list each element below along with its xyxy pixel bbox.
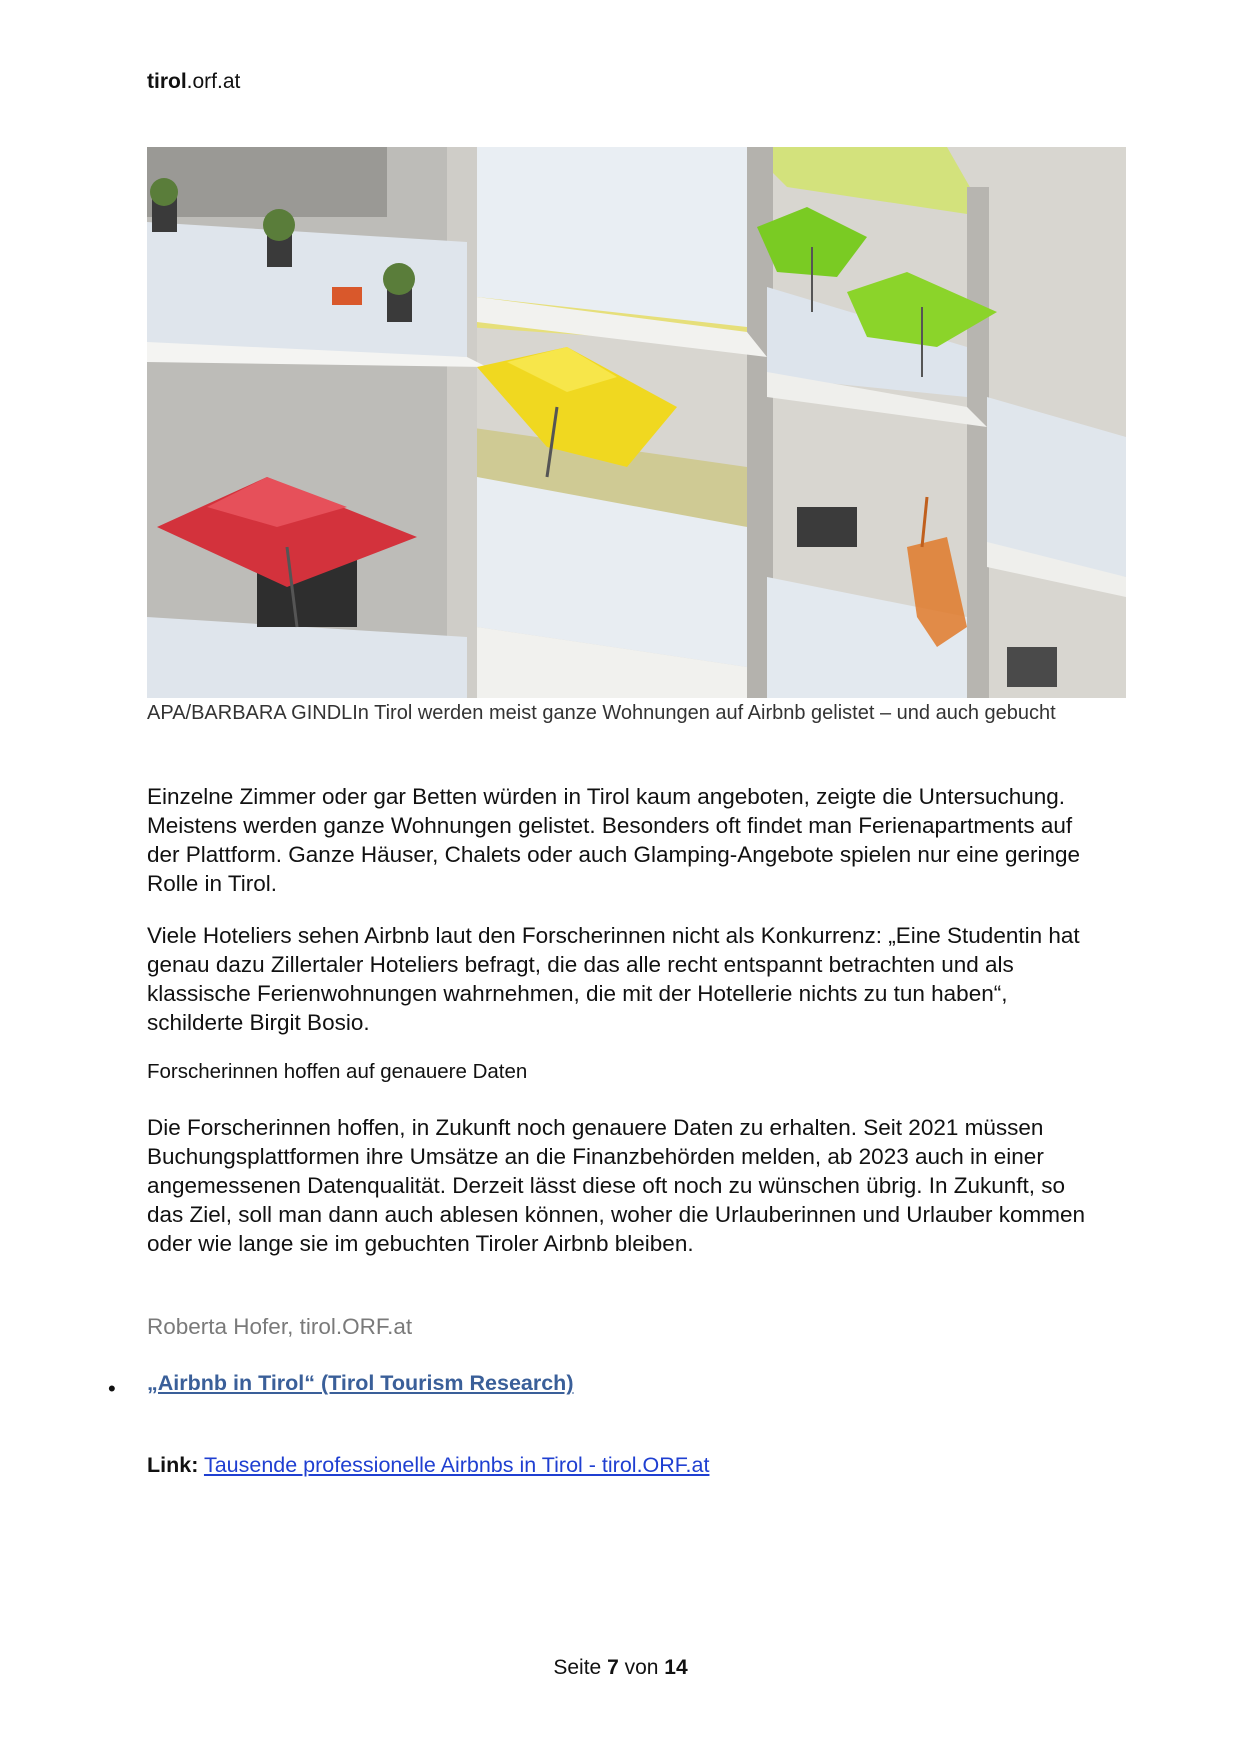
site-name (147, 70, 240, 94)
source-link-row (147, 1453, 709, 1478)
page-middle: von (624, 1656, 659, 1679)
related-link[interactable]: „Airbnb in Tirol“ (Tirol Tourism Research) (147, 1371, 574, 1395)
source-link-label: Link: (147, 1453, 199, 1477)
page-number: 7 (607, 1656, 619, 1679)
source-link[interactable]: Tausende professionelle Airbnbs in Tirol - tirol.ORF.at (203, 1453, 710, 1477)
site-name-domain: .orf.at (186, 70, 241, 93)
page-total: 14 (664, 1656, 688, 1679)
image-caption: APA/BARBARA GINDLIn Tirol werden meist ganze Wohnungen auf Airbnb gelistet – und auch gebucht (147, 702, 1056, 724)
site-name-bold: tirol (147, 70, 187, 93)
author-credit: Roberta Hofer, tirol.ORF.at (147, 1314, 413, 1339)
page-footer (0, 1656, 1241, 1680)
bullet-icon: • (108, 1376, 116, 1401)
page-prefix: Seite (553, 1656, 602, 1679)
paragraph-3: Die Forscherinnen hoffen, in Zukunft noch genauere Daten zu erhalten. Seit 2021 müssen Buchungsplattformen ihre Umsätze an die Finanzbehörden melden, ab 2023 auch in einer angemessenen Datenqualität. Derzeit lässt diese oft noch zu wünschen übrig. In Zukunft, so das Ziel, soll man dann auch ablesen können, woher die Urlauberinnen und Urlauber kommen oder wie lange sie im gebuchten Tiroler Airbnb bleiben. (147, 1115, 1086, 1256)
article-photo (147, 147, 1126, 698)
paragraph-1: Einzelne Zimmer oder gar Betten würden in Tirol kaum angeboten, zeigte die Untersuchung. Meistens werden ganze Wohnungen gelistet. Besonders oft findet man Ferienapartments auf der Plattform. Ganze Häuser, Chalets oder auch Glamping-Angebote spielen nur eine geringe Rolle in Tirol. (147, 784, 1081, 896)
subheading: Forscherinnen hoffen auf genauere Daten (147, 1060, 528, 1083)
paragraph-2: Viele Hoteliers sehen Airbnb laut den Forscherinnen nicht als Konkurrenz: „Eine Studentin hat genau dazu Zillertaler Hoteliers befragt, die das alle recht entspannt betrachten und als klassische Ferienwohnungen wahrnehmen, die mit der Hotellerie nichts zu tun haben“, schilderte Birgit Bosio. (147, 923, 1080, 1035)
